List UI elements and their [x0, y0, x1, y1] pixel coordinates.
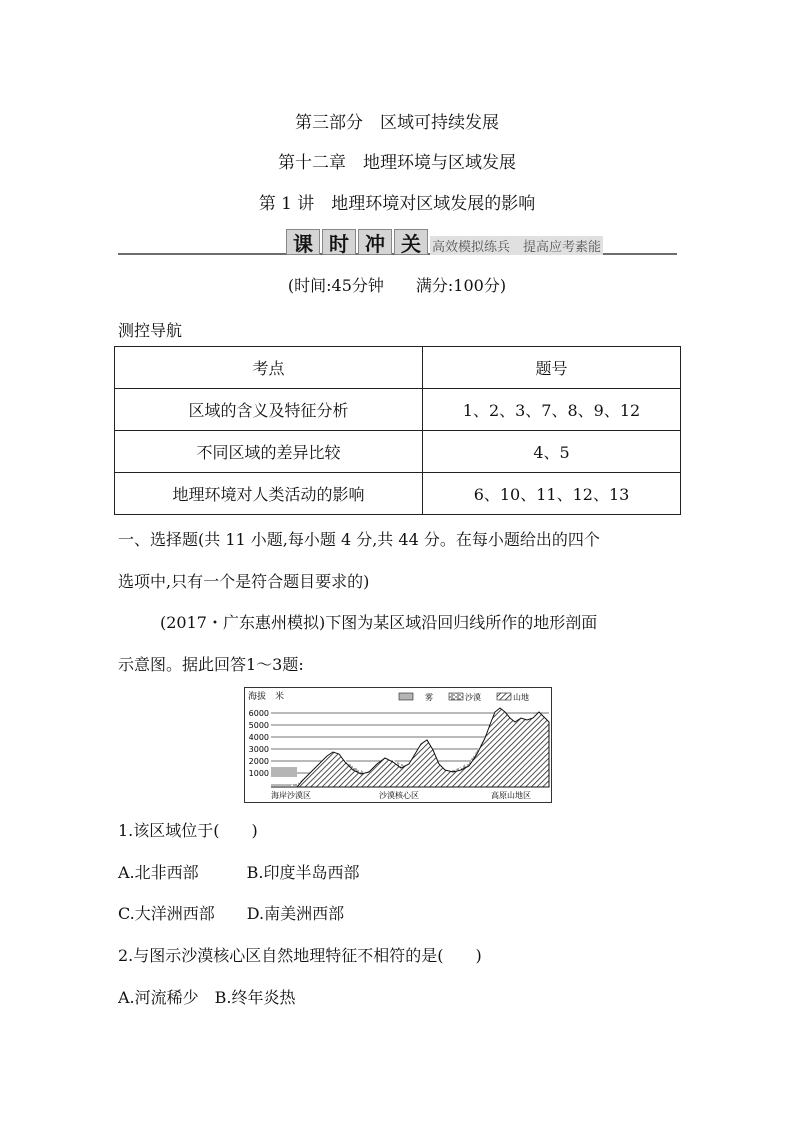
question-1-options: A.北非西部 B.印度半岛西部: [118, 863, 360, 882]
y-axis-label: 海拔 米: [248, 692, 285, 702]
table-row: [115, 389, 681, 431]
question-1-stem: 1.该区域位于( ): [118, 821, 258, 840]
passage-line1: (2017・广东惠州模拟)下图为某区域沿回归线所作的地形剖面: [160, 613, 598, 632]
banner-char: 冲: [358, 229, 392, 255]
legend-swatch-desert: [449, 693, 463, 700]
mountain-profile: [271, 708, 549, 787]
nav-heading: 测控导航: [118, 321, 183, 340]
lesson-title: 第 1 讲 地理环境对区域发展的影响: [258, 194, 536, 214]
legend-label: 山地: [513, 693, 529, 702]
table-cell: 6、10、11、12、13: [423, 473, 681, 515]
terrain-profile-svg: [245, 688, 551, 802]
exam-info: (时间:45分钟 满分:100分): [287, 276, 507, 295]
question-1-options: C.大洋洲西部 D.南美洲西部: [118, 904, 345, 923]
legend-swatch-mountain: [497, 693, 511, 700]
y-tick: 4000: [248, 733, 269, 742]
nav-table: [114, 346, 681, 515]
y-tick: 3000: [248, 745, 269, 754]
table-cell: 地理环境对人类活动的影响: [115, 473, 423, 515]
banner-char: 关: [394, 229, 428, 255]
x-region-label: 高原山地区: [491, 791, 531, 800]
x-region-label: 海岸沙漠区: [271, 791, 311, 800]
banner-char: 时: [322, 229, 356, 255]
y-tick: 1000: [248, 769, 269, 778]
section-intro-line1: 一、选择题(共 11 小题,每小题 4 分,共 44 分。在每小题给出的四个: [118, 530, 600, 549]
banner-slogan: 高效模拟练兵 提高应考素能: [430, 236, 603, 255]
question-2-options: A.河流稀少 B.终年炎热: [118, 988, 296, 1007]
y-tick: 5000: [248, 721, 269, 730]
banner-badge: [286, 229, 428, 255]
table-row: [115, 431, 681, 473]
table-row: [115, 473, 681, 515]
table-cell: 不同区域的差异比较: [115, 431, 423, 473]
column-header: 考点: [115, 347, 423, 389]
table-cell: 区域的含义及特征分析: [115, 389, 423, 431]
question-2-stem: 2.与图示沙漠核心区自然地理特征不相符的是( ): [118, 946, 482, 965]
passage-line2: 示意图。据此回答1～3题:: [118, 655, 304, 674]
table-cell: 1、2、3、7、8、9、12: [423, 389, 681, 431]
y-tick: 2000: [248, 757, 269, 766]
table-header-row: [115, 347, 681, 389]
legend-label: 沙漠: [465, 693, 481, 702]
legend-label: 雾: [425, 693, 433, 702]
fog-band: [271, 767, 297, 777]
chapter-title: 第十二章 地理环境与区域发展: [278, 153, 516, 173]
banner-char: 课: [286, 229, 320, 255]
part-title: 第三部分 区域可持续发展: [295, 113, 499, 133]
x-region-label: 沙漠核心区: [379, 791, 419, 800]
section-intro-line2: 选项中,只有一个是符合题目要求的): [118, 572, 370, 591]
y-tick: 6000: [248, 709, 269, 718]
legend-swatch-fog: [399, 693, 413, 700]
column-header: 题号: [423, 347, 681, 389]
table-cell: 4、5: [423, 431, 681, 473]
terrain-profile-figure: [244, 687, 552, 803]
